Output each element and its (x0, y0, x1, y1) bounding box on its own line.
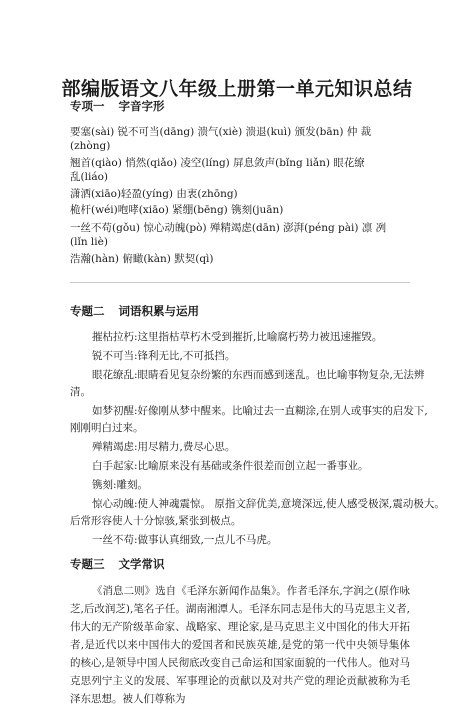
section-2-label: 专题二 (70, 304, 105, 318)
section-2-heading (70, 303, 199, 319)
vocab-line-5: 如梦初醒:好像刚从梦中醒来。比喻过去一直糊涂,在别人或事实的启发下, (92, 405, 428, 417)
vocab-line-3: 眼花缭乱:眼睛看见复杂纷繁的东西而感到迷乱。也比喻事物复杂,无法辨 (92, 369, 425, 381)
section-1-heading (70, 98, 165, 114)
vocab-line-4: 清。 (70, 386, 91, 398)
vocab-line-12: 一丝不苟:做事认真细致,一点儿不马虎。 (92, 534, 278, 546)
pinyin-line-7: 一丝不苟(gǒu) 惊心动魄(pò) 殚精竭虑(dān) 澎湃(péng pài) 凛 冽 (70, 222, 387, 234)
vocab-line-7: 殚精竭虑:用尽精力,费尽心思。 (92, 441, 236, 453)
vocab-line-1: 摧枯拉朽:这里指枯草朽木受到摧折,比喻腐朽势力被迅速摧毁。 (92, 331, 383, 343)
pinyin-line-6: 桅杆(wéi)咆哮(xiāo) 紧绷(bēng) 镌刻(juān) (70, 204, 284, 216)
vocab-line-9: 镌刻:雕刻。 (92, 479, 149, 491)
section-3-heading (70, 556, 165, 572)
section-1-label: 专项一 (70, 99, 105, 113)
section-2-title: 词语积累与运用 (118, 304, 199, 318)
section-3-title: 文学常识 (118, 557, 165, 571)
literature-paragraph: 《消息二则》选自《毛泽东新闻作品集》。作者毛泽东,字润之(原作咏芝,后改润芝),笔名子任。湖南湘潭人。毛泽东同志是伟大的马克思主义者,伟大的无产阶级革命家、战略家、理论家,是马克思主义中国化的伟大开拓者,是近代以来中国伟大的爱国者和民族英雄,是党的第一代中央领导集体的核心,是领导中国人民彻底改变自己命运和国家面貌的一代伟人。他对马克思列宁主义的发展、军事理论的贡献以及对共产党的理论贡献被称为毛泽东思想。被人们尊称为 (70, 585, 410, 705)
document-title: 部编版语文八年级上册第一单元知识总结 (61, 78, 413, 100)
vocab-line-2: 锐不可当:锋利无比,不可抵挡。 (92, 350, 236, 362)
section-divider-1 (70, 282, 410, 283)
pinyin-line-1: 要塞(sài) 锐不可当(dāng) 溃气(xiè) 溃退(kuì) 颁发(bān) 仲 裁 (70, 126, 372, 138)
vocab-line-6: 刚刚明白过来。 (70, 422, 144, 434)
pinyin-line-9: 浩瀚(hàn) 俯瞰(kàn) 默契(qì) (70, 253, 214, 265)
pinyin-line-4: 乱(liáo) (70, 171, 108, 183)
section-3-label: 专题三 (70, 557, 105, 571)
pinyin-line-8: (lǐn liè) (70, 236, 108, 248)
section-1-title: 字音字形 (118, 99, 165, 113)
vocab-line-8: 白手起家:比喻原来没有基础或条件很差而创立起一番事业。 (92, 460, 369, 472)
vocab-line-11: 后常形容使人十分惊骇,紧张到极点。 (70, 515, 242, 527)
pinyin-line-2: (zhòng) (70, 140, 111, 152)
vocab-line-10: 惊心动魄:使人神魂震惊。 原指文辞优美,意境深远,使人感受极深,震动极大。 (92, 498, 445, 510)
pinyin-line-5: 潇洒(xiāo)轻盈(yíng) 由衷(zhōng) (70, 188, 238, 200)
pinyin-line-3: 翘首(qiào) 悄然(qiǎo) 凌空(líng) 屏息敛声(bǐng liǎn) 眼花缭 (70, 157, 365, 169)
